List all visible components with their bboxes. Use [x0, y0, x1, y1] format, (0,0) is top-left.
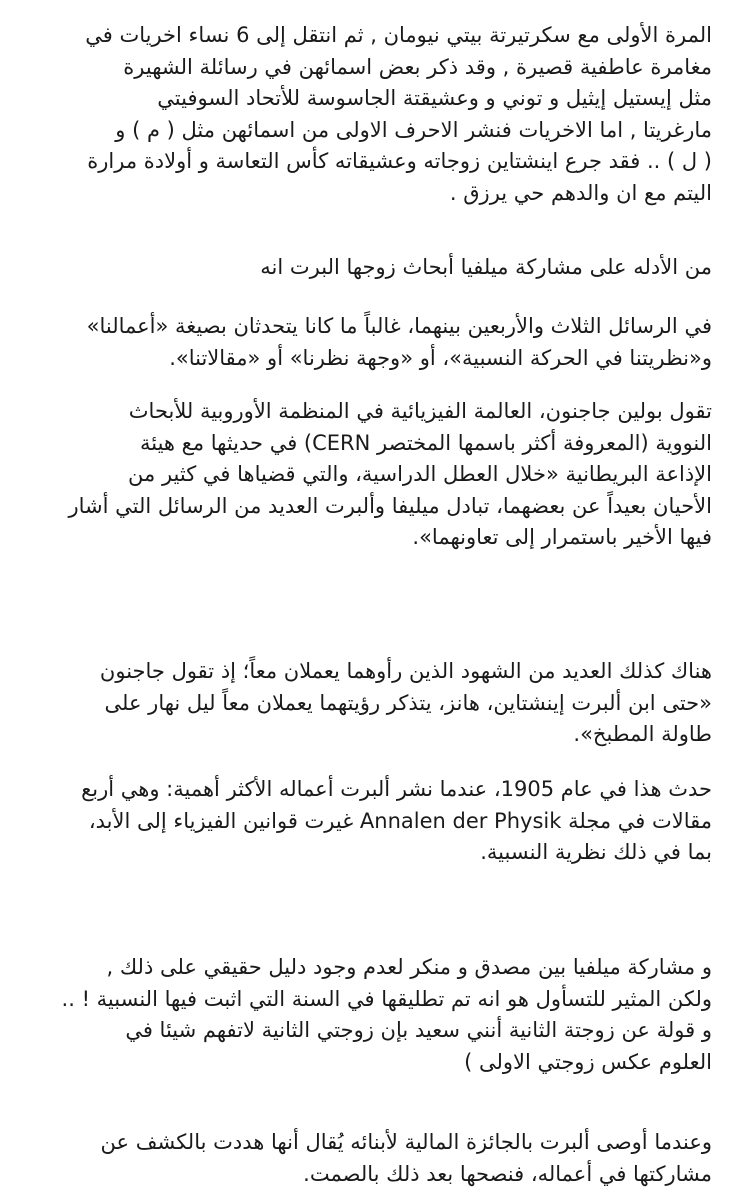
- text-line: حدث هذا في عام 1905، عندما نشر ألبرت أعماله الأكثر أهمية: وهي أربع: [81, 777, 712, 801]
- text-line: ( ل ) .. فقد جرع اينشتاين زوجاته وعشيقاته كأس التعاسة و أولادة مرارة: [87, 149, 712, 173]
- paragraph-letters: [16, 311, 712, 374]
- text-line: تقول بولين جاجنون، العالمة الفيزيائية في المنظمة الأوروبية للأبحاث: [128, 399, 712, 423]
- text-line: وعندما أوصى ألبرت بالجائزة المالية لأبنائه يُقال أنها هددت بالكشف عن: [100, 1130, 712, 1154]
- text-line: مثل إيستيل إيثيل و توني و وعشيقتة الجاسوسة للأتحاد السوفيتي: [157, 86, 712, 110]
- text-line: في الرسائل الثلاث والأربعين بينهما، غالباً ما كانا يتحدثان بصيغة «أعمالنا»: [86, 314, 712, 338]
- text-line: و«نظريتنا في الحركة النسبية»، أو «وجهة نظرنا» أو «مقالاتنا».: [169, 345, 712, 370]
- text-line: هناك كذلك العديد من الشهود الذين رأوهما يعملان معاً؛ إذ تقول جاجنون: [99, 659, 712, 683]
- text-line: و مشاركة ميلفيا بين مصدق و منكر لعدم وجود دليل حقيقي على ذلك ,: [106, 955, 712, 979]
- text-line: النووية (المعروفة أكثر باسمها المختصر CERN) في حديثها مع هيئة: [139, 430, 712, 455]
- paragraph-witnesses: [16, 656, 712, 751]
- text-line: الإذاعة البريطانية «خلال العطل الدراسية، والتي قضياها في كثير من: [128, 462, 712, 486]
- text-line: اليتم مع ان والدهم حي يرزق .: [449, 180, 712, 205]
- text-line: بما في ذلك نظرية النسبية.: [480, 840, 712, 864]
- text-line: فيها الأخير باستمرار إلى تعاونهما».: [412, 525, 712, 549]
- text-line: و قولة عن زوجتة الثانية أنني سعيد بإن زوجتي الثانية لاتفهم شيئا في: [125, 1018, 712, 1042]
- paragraph-gagnon-quote: [16, 396, 712, 554]
- paragraph-1905-papers: [16, 774, 712, 869]
- paragraph-divorce: [16, 952, 712, 1078]
- paragraph-prize-money: [16, 1127, 712, 1190]
- text-line: طاولة المطبخ».: [573, 722, 712, 746]
- text-line: الأحيان بعيداً عن بعضهما، تبادل ميليفا وألبرت العديد من الرسائل التي أشار: [68, 493, 712, 518]
- paragraph-einstein-relationships: [16, 20, 712, 209]
- text-line: مارغريتا , اما الاخريات فنشر الاحرف الاولى من اسمائهن مثل ( م ) و: [115, 117, 712, 142]
- text-line: العلوم عكس زوجتي الاولى ): [464, 1049, 712, 1074]
- text-line: ولكن المثير للتسأول هو انه تم تطليقها في السنة التي اثبت فيها النسبية ! ..: [61, 986, 712, 1011]
- text-line: المرة الأولى مع سكرتيرتة بيتي نيومان , ثم انتقل إلى 6 نساء اخريات في: [85, 23, 712, 47]
- text-line: مغامرة عاطفية قصيرة , وقد ذكر بعض اسمائهن في رسائلة الشهيرة: [123, 54, 712, 79]
- text-line: من الأدله على مشاركة ميلفيا أبحاث زوجها البرت انه: [260, 255, 712, 279]
- paragraph-evidence-intro: [16, 252, 712, 284]
- text-line: مقالات في مجلة Annalen der Physik غيرت قوانين الفيزياء إلى الأبد،: [88, 808, 712, 833]
- text-line: «حتى ابن ألبرت إينشتاين، هانز، يتذكر رؤيتهما يعملان معاً ليل نهار على: [104, 690, 712, 715]
- text-line: مشاركتها في أعماله، فنصحها بعد ذلك بالصمت.: [303, 1161, 712, 1186]
